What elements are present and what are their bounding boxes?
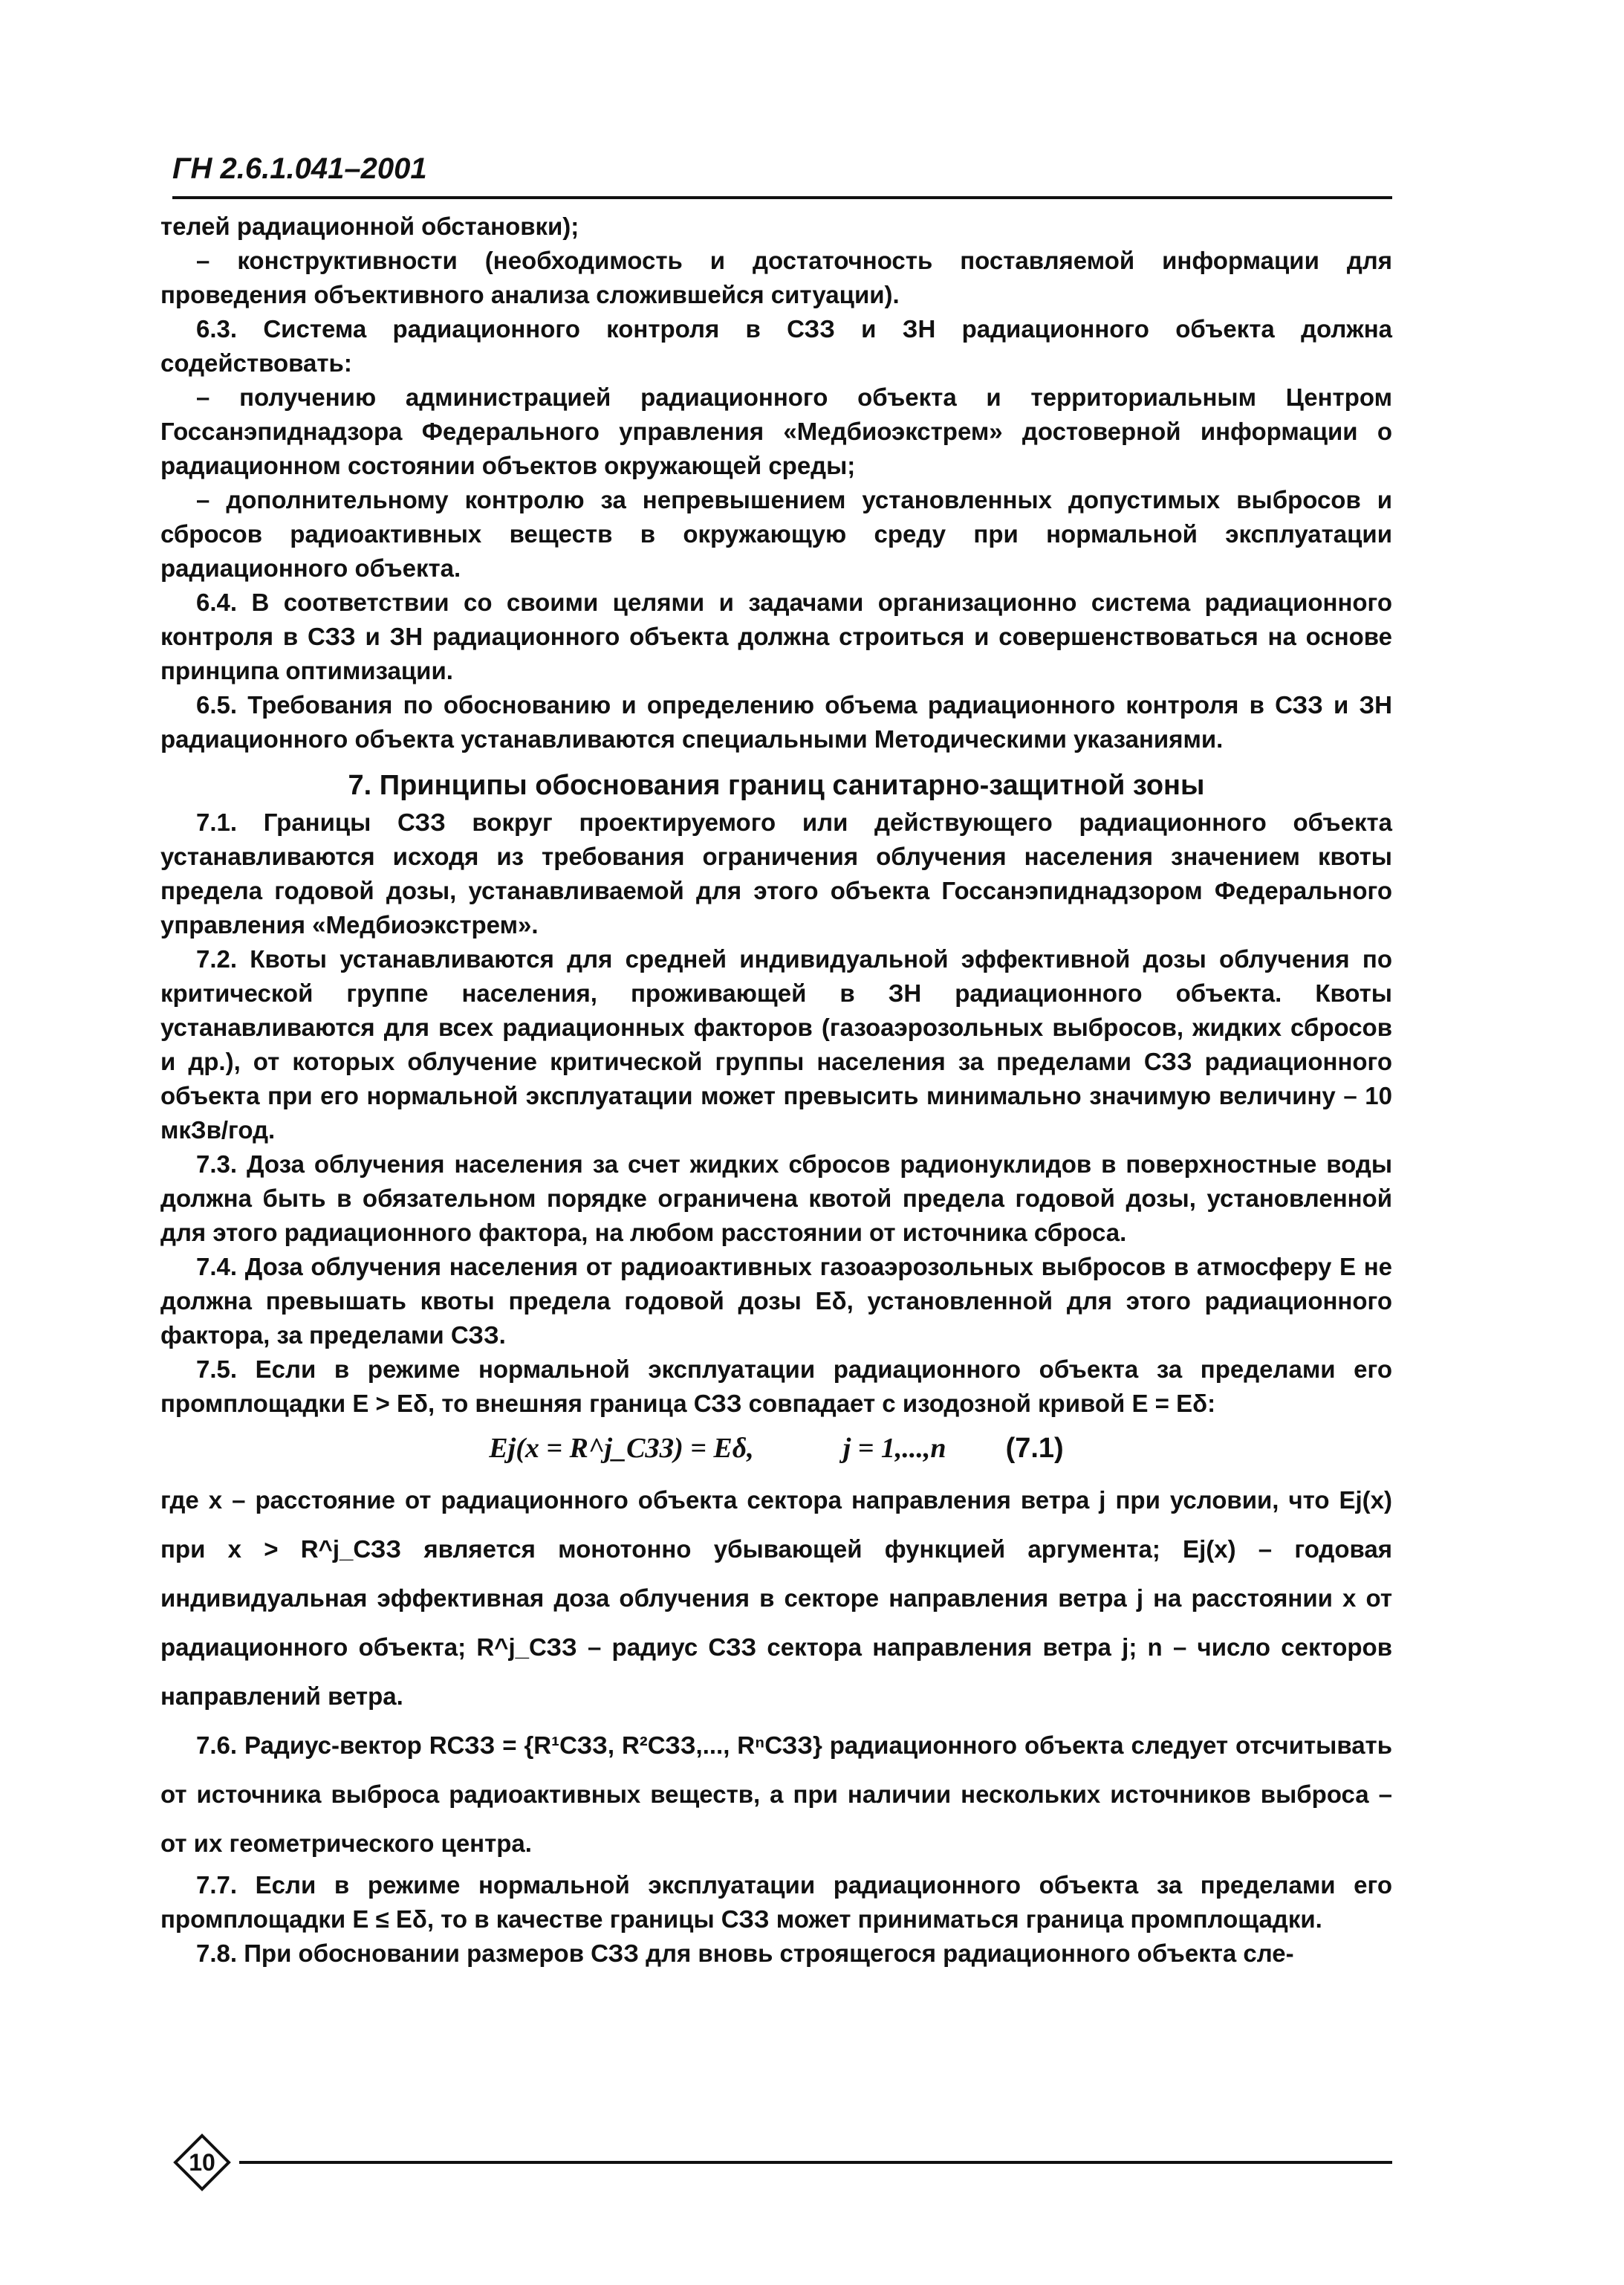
formula-7-1 — [160, 1421, 1392, 1476]
formula-expression: Ej(x = R^j_СЗЗ) = Eδ, — [489, 1433, 754, 1464]
page-header — [172, 152, 1392, 199]
paragraph: 7.3. Доза облучения населения за счет жидких сбросов радионуклидов в поверхностные воды должна быть в обязательном порядке ограничена квотой предела годовой дозы, установленной для этого радиационного фактора, на любом расстоянии от источника сброса. — [160, 1150, 1392, 1246]
paragraph: где x – расстояние от радиационного объекта сектора направления ветра j при условии, что Ej(x) при x > R^j_СЗЗ является монотонно убывающей функцией аргумента; Ej(x) – годовая индивидуальная эффективная доза облучения в секторе направления ветра j на расстоянии x от радиационного объекта; R^j_СЗЗ – радиус СЗЗ сектора направления ветра j; n – число секторов направлений ветра. — [160, 1486, 1392, 1710]
section-title: 7. Принципы обоснования границ санитарно-защитной зоны — [348, 770, 1205, 801]
paragraph: – дополнительному контролю за непревышением установленных допустимых выбросов и сбросов радиоактивных веществ в окружающую среду при нормальной эксплуатации радиационного объекта. — [160, 486, 1392, 582]
paragraph: – конструктивности (необходимость и достаточность поставляемой информации для проведения объективного анализа сложившейся ситуации). — [160, 247, 1392, 308]
paragraph: телей радиационной обстановки); — [160, 213, 579, 240]
paragraph: 7.7. Если в режиме нормальной эксплуатации радиационного объекта за пределами его промплощадки E ≤ Eδ, то в качестве границы СЗЗ может приниматься граница промплощадки. — [160, 1871, 1392, 1933]
paragraph: 6.4. В соответствии со своими целями и задачами организационно система радиационного контроля в СЗЗ и ЗН радиационного объекта должна строиться и совершенствоваться на основе принципа оптимизации. — [160, 589, 1392, 684]
paragraph: 7.8. При обосновании размеров СЗЗ для вновь строящегося радиационного объекта сле- — [196, 1939, 1294, 1967]
paragraph: 7.5. Если в режиме нормальной эксплуатации радиационного объекта за пределами его промплощадки E > Eδ, то внешняя граница СЗЗ совпадает с изодозной кривой E = Eδ: — [160, 1355, 1392, 1417]
paragraph: 6.3. Система радиационного контроля в СЗЗ и ЗН радиационного объекта должна содействовать: — [160, 315, 1392, 377]
equation-number: (7.1) — [1005, 1433, 1064, 1464]
paragraph: 6.5. Требования по обоснованию и определению объема радиационного контроля в СЗЗ и ЗН радиационного объекта устанавливаются специальными Методическими указаниями. — [160, 691, 1392, 753]
document-body — [160, 210, 1392, 1971]
page-number-diamond-icon — [172, 2133, 232, 2192]
paragraph: – получению администрацией радиационного объекта и территориальным Центром Госсанэпиднадзора Федерального управления «Медбиоэкстрем» достоверной информации о радиационном состоянии объектов окружающей среды; — [160, 383, 1392, 479]
paragraph: 7.4. Доза облучения населения от радиоактивных газоаэрозольных выбросов в атмосферу E не должна превышать квоты предела годовой дозы Eδ, установленной для этого радиационного фактора, за пределами СЗЗ. — [160, 1253, 1392, 1349]
formula-range: j = 1,...,n — [842, 1433, 946, 1464]
document-code: ГН 2.6.1.041–2001 — [172, 152, 427, 185]
paragraph: 7.2. Квоты устанавливаются для средней индивидуальной эффективной дозы облучения по критической группе населения, проживающей в ЗН радиационного объекта. Квоты устанавливаются для всех радиационных факторов (газоаэрозольных выбросов, жидких сбросов и др.), от которых облучение критической группы населения за пределами СЗЗ радиационного объекта при его нормальной эксплуатации может превысить минимально значимую величину – 10 мкЗв/год. — [160, 945, 1392, 1144]
paragraph: 7.6. Радиус-вектор RСЗЗ = {R¹СЗЗ, R²СЗЗ,..., RⁿСЗЗ} радиационного объекта следует отсчитывать от источника выброса радиоактивных веществ, а при наличии нескольких источников выброса – от их геометрического центра. — [160, 1731, 1392, 1857]
page-footer — [172, 2133, 1392, 2192]
footer-rule — [239, 2161, 1392, 2164]
paragraph: 7.1. Границы СЗЗ вокруг проектируемого или действующего радиационного объекта устанавливаются исходя из требования ограничения облучения населения значением квоты предела годовой дозы, устанавливаемой для этого объекта Госсанэпиднадзором Федерального управления «Медбиоэкстрем». — [160, 808, 1392, 939]
page-number: 10 — [189, 2149, 215, 2176]
